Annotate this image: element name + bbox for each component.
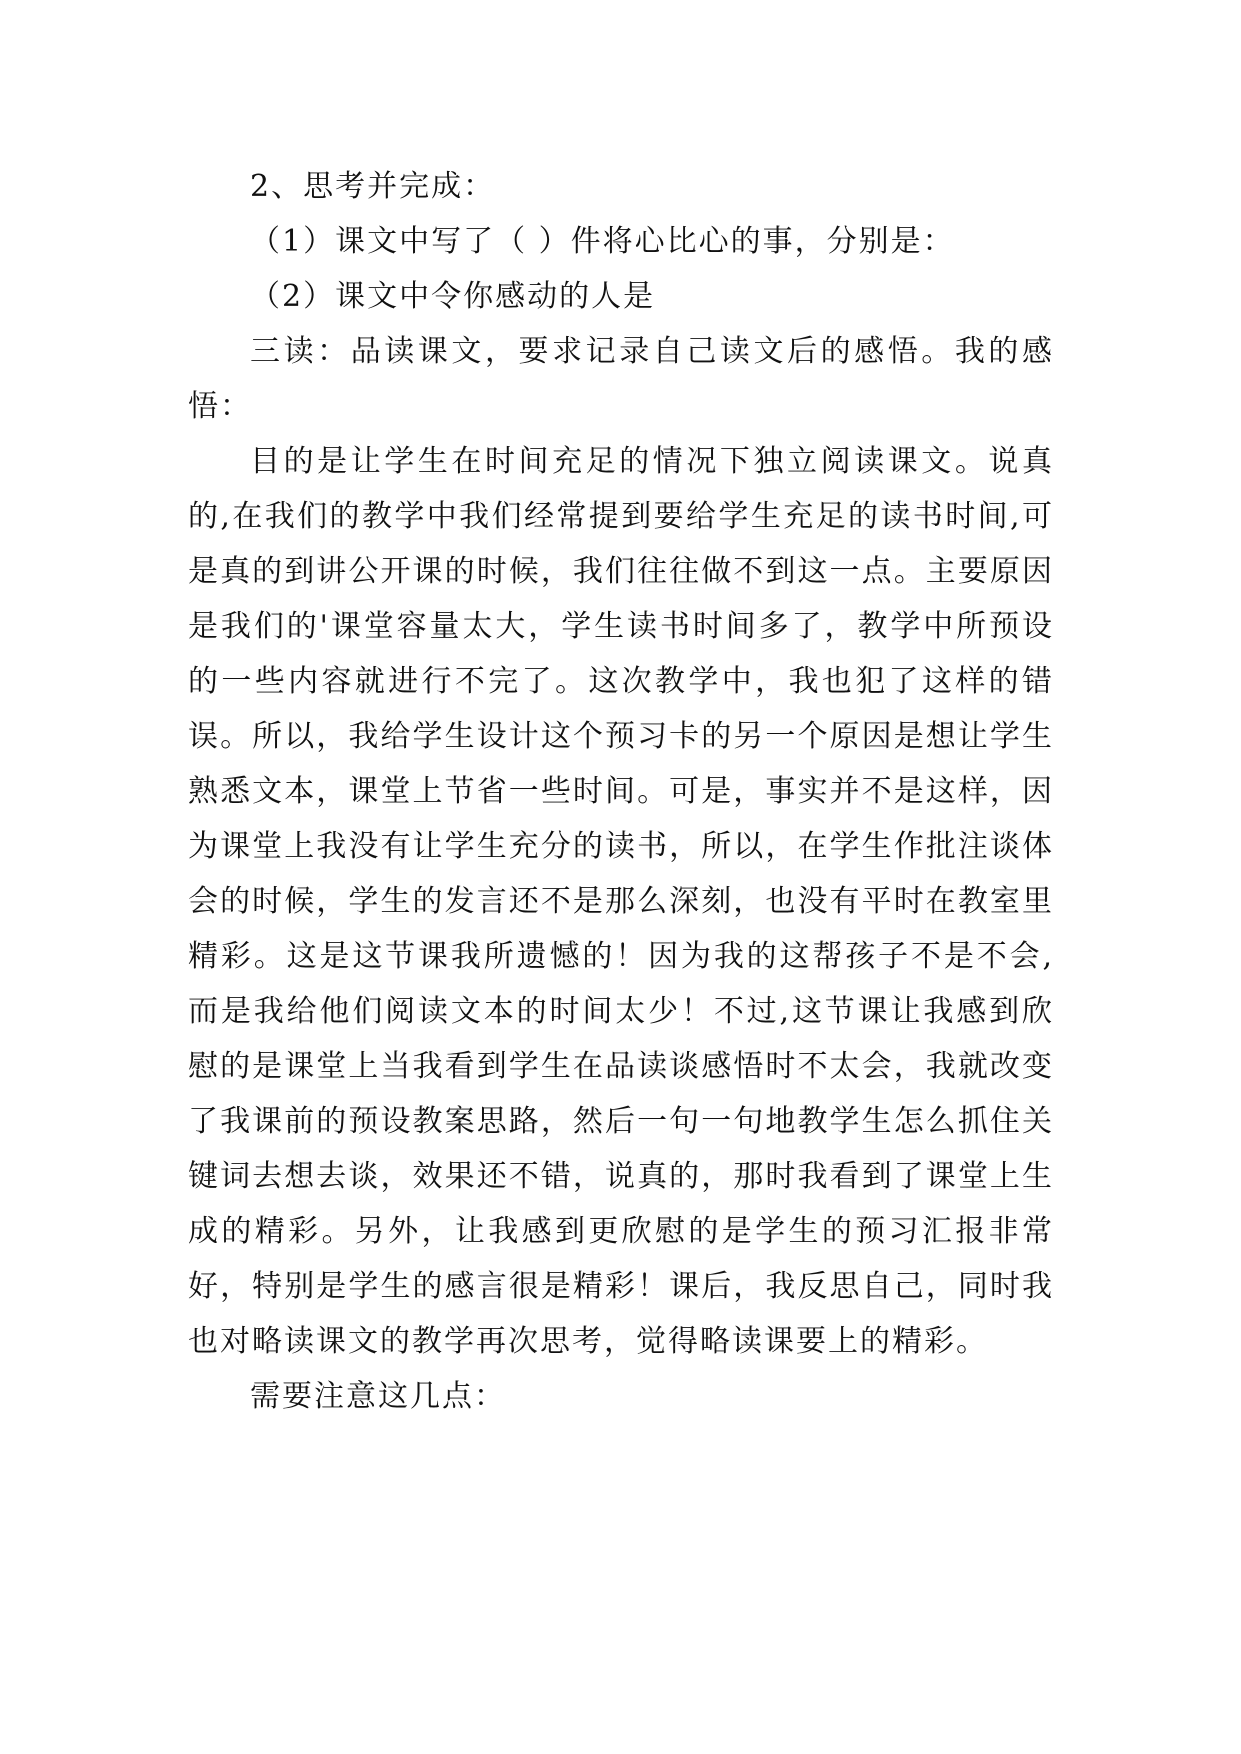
paragraph-think-and-complete: 2、思考并完成： — [250, 169, 496, 204]
document-body — [188, 159, 1054, 1424]
paragraph-notes-heading: 需要注意这几点： — [250, 1379, 506, 1414]
paragraph-question-1: （1）课文中写了（ ）件将心比心的事，分别是： — [250, 224, 955, 259]
paragraph-question-2: （2）课文中令你感动的人是 — [250, 279, 656, 314]
paragraph-reflection: 目的是让学生在时间充足的情况下独立阅读课文。说真的,在我们的教学中我们经常提到要给学生充足的读书时间,可是真的到讲公开课的时候，我们往往做不到这一点。主要原因是我们的'课堂容量太大，学生读书时间多了，教学中所预设的一些内容就进行不完了。这次教学中，我也犯了这样的错误。所以，我给学生设计这个预习卡的另一个原因是想让学生熟悉文本，课堂上节省一些时间。可是，事实并不是这样，因为课堂上我没有让学生充分的读书，所以，在学生作批注谈体会的时候，学生的发言还不是那么深刻，也没有平时在教室里精彩。这是这节课我所遗憾的！因为我的这帮孩子不是不会,而是我给他们阅读文本的时间太少！不过,这节课让我感到欣慰的是课堂上当我看到学生在品读谈感悟时不太会，我就改变了我课前的预设教案思路，然后一句一句地教学生怎么抓住关键词去想去谈，效果还不错，说真的，那时我看到了课堂上生成的精彩。另外，让我感到更欣慰的是学生的预习汇报非常好，特别是学生的感言很是精彩！课后，我反思自己，同时我也对略读课文的教学再次思考，觉得略读课要上的精彩。 — [188, 444, 1054, 1359]
paragraph-third-reading: 三读：品读课文，要求记录自己读文后的感悟。我的感悟： — [188, 334, 1054, 424]
